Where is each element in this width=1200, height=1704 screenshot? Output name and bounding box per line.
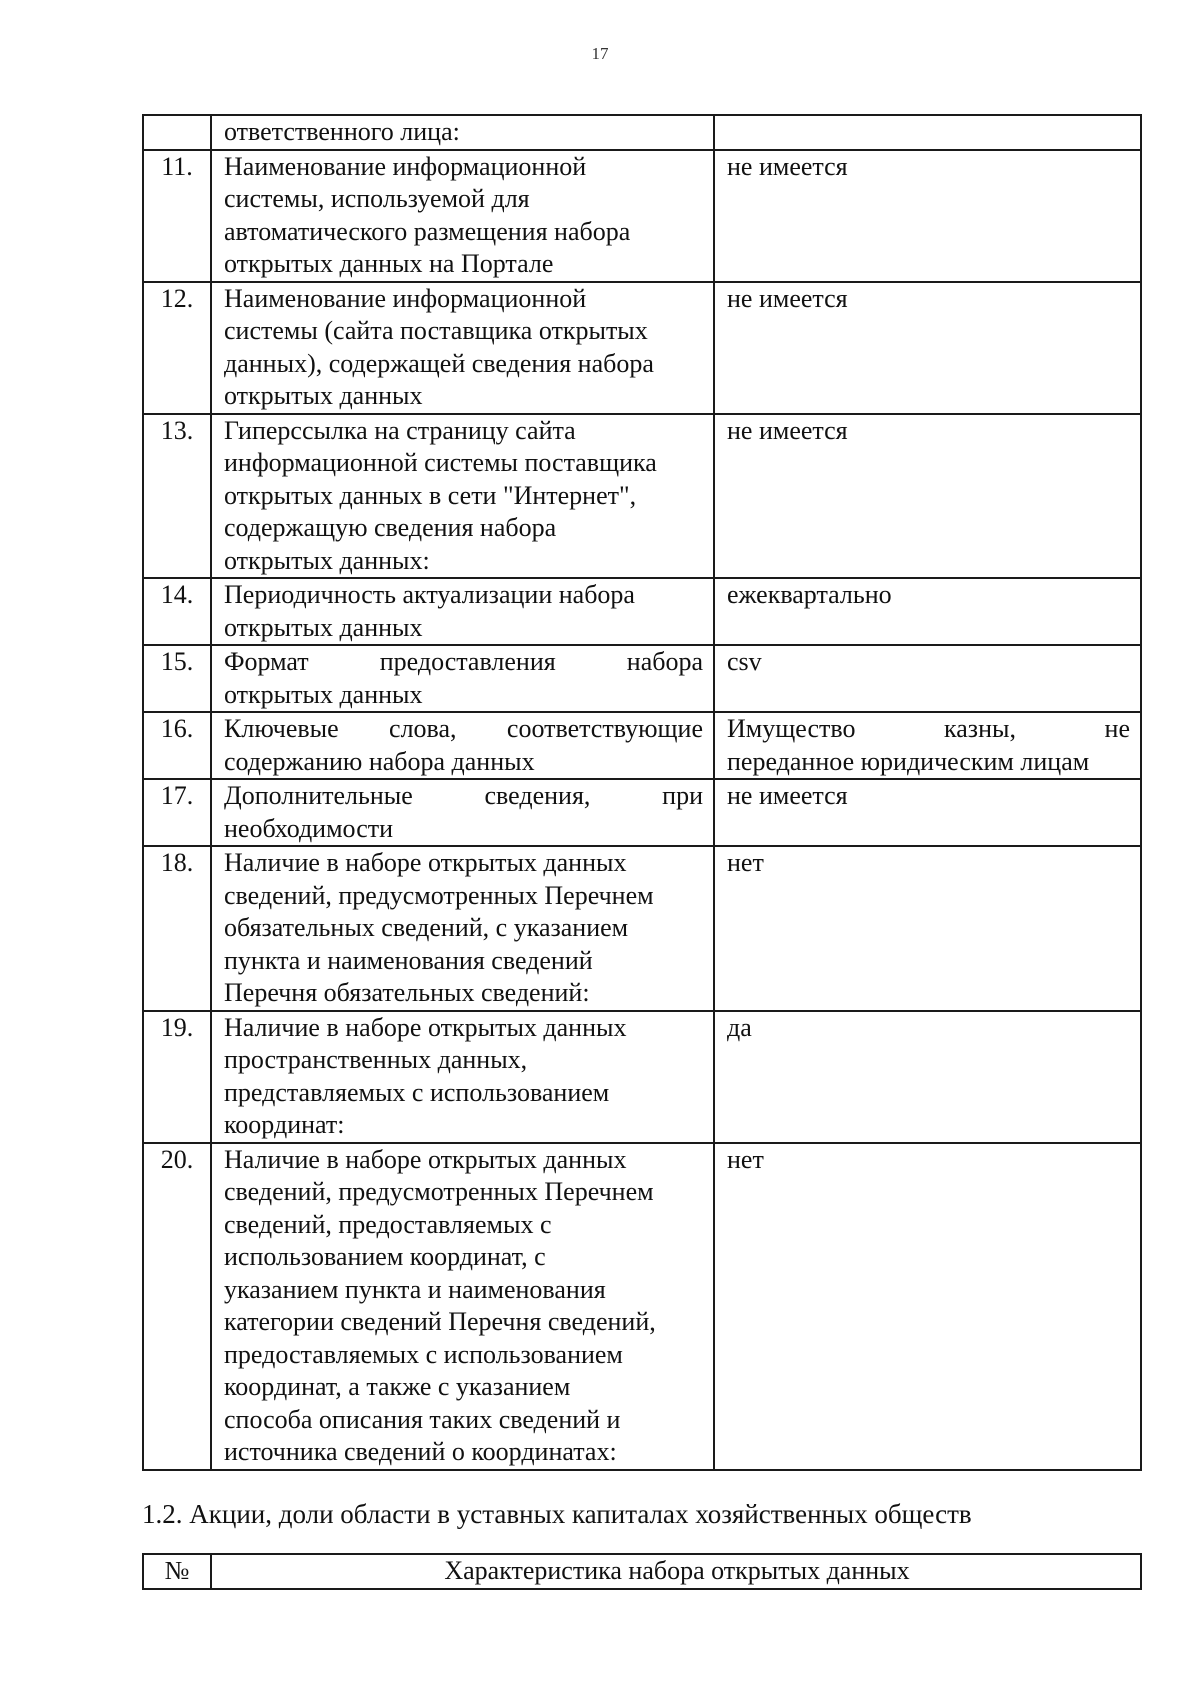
table-row (143, 645, 1141, 712)
value-line: не имеется (727, 283, 848, 313)
row-number-cell: 16. (143, 712, 211, 779)
page-number: 17 (591, 44, 609, 63)
row-value-cell (714, 779, 1141, 846)
value-line: csv (727, 647, 762, 676)
table-row (143, 846, 1141, 1011)
header-number-cell: № (143, 1554, 211, 1589)
description-line: представляемых с использованием (224, 1077, 610, 1107)
description-line: Наименование информационной (224, 151, 587, 181)
description-line: данных), содержащей сведения набора (224, 348, 654, 378)
description-line: Наименование информационной (224, 283, 587, 313)
description-line: сведений, предусмотренных Перечнем (224, 1177, 654, 1206)
description-line: использованием координат, с (224, 1242, 546, 1271)
row-description-cell (211, 150, 714, 282)
table-row (143, 282, 1141, 414)
row-value-cell (714, 282, 1141, 414)
description-line: системы (сайта поставщика открытых (224, 316, 648, 345)
description-line: координат: (224, 1110, 345, 1139)
description-line: Наличие в наборе открытых данных (224, 1144, 627, 1174)
row-description-cell (211, 645, 714, 712)
row-description-cell (211, 779, 714, 846)
table-row (143, 712, 1141, 779)
row-number-cell: 13. (143, 414, 211, 579)
table-row (143, 1143, 1141, 1470)
description-line: пространственных данных, (224, 1045, 528, 1074)
value-line: переданное юридическим лицам (727, 746, 1090, 776)
description-line: предоставляемых с использованием (224, 1339, 623, 1369)
value-line: не имеется (727, 151, 848, 181)
row-value-cell (714, 414, 1141, 579)
header-title-cell: Характеристика набора открытых данных (211, 1554, 1141, 1589)
section-heading: 1.2. Акции, доли области в уставных капиталах хозяйственных обществ (142, 1499, 972, 1529)
value-line: да (727, 1012, 752, 1042)
table-header-row (143, 1554, 1141, 1589)
table-row (143, 779, 1141, 846)
description-line: координат, а также с указанием (224, 1372, 571, 1401)
description-line: содержанию набора данных (224, 746, 535, 776)
row-value-cell (714, 712, 1141, 779)
description-line: категории сведений Перечня сведений, (224, 1307, 656, 1336)
description-line: сведений, предусмотренных Перечнем (224, 880, 654, 910)
table-row (143, 115, 1141, 150)
row-value-cell (714, 846, 1141, 1011)
row-description-cell (211, 1011, 714, 1143)
description-line: Наличие в наборе открытых данных (224, 848, 627, 877)
table-row (143, 578, 1141, 645)
description-line: способа описания таких сведений и (224, 1404, 621, 1434)
description-line: системы, используемой для (224, 184, 530, 213)
row-description-cell (211, 1143, 714, 1470)
row-number-cell (143, 115, 211, 150)
description-line: обязательных сведений, с указанием (224, 913, 629, 942)
row-value-cell (714, 115, 1141, 150)
table-row (143, 1011, 1141, 1143)
description-line: Гиперссылка на страницу сайта (224, 415, 576, 445)
row-number-cell: 12. (143, 282, 211, 414)
row-number-cell: 19. (143, 1011, 211, 1143)
description-line: Перечня обязательных сведений: (224, 978, 590, 1007)
description-line: ответственного лица: (224, 117, 460, 146)
description-line: информационной системы поставщика (224, 448, 657, 477)
table-row (143, 414, 1141, 579)
row-description-cell (211, 578, 714, 645)
value-line: нет (727, 848, 764, 877)
description-line: источника сведений о координатах: (224, 1437, 617, 1466)
row-value-cell (714, 1143, 1141, 1470)
description-line: открытых данных (224, 612, 423, 642)
value-line (727, 116, 1130, 149)
row-value-cell (714, 578, 1141, 645)
description-line: указанием пункта и наименования (224, 1274, 606, 1304)
row-number-cell: 18. (143, 846, 211, 1011)
value-line: нет (727, 1144, 764, 1174)
shares-table-header (142, 1553, 1142, 1590)
description-line: Периодичность актуализации набора (224, 580, 635, 609)
description-line: открытых данных (224, 679, 423, 709)
description-line: открытых данных: (224, 545, 430, 575)
row-description-cell (211, 282, 714, 414)
row-description-cell (211, 414, 714, 579)
row-value-cell (714, 1011, 1141, 1143)
row-description-cell (211, 846, 714, 1011)
table-row (143, 150, 1141, 282)
row-number-cell: 14. (143, 578, 211, 645)
description-line: сведений, предоставляемых с (224, 1209, 552, 1239)
table-body (143, 115, 1141, 1470)
description-line: Наличие в наборе открытых данных (224, 1012, 627, 1042)
open-data-passport-table (142, 114, 1142, 1471)
row-value-cell (714, 150, 1141, 282)
description-line: открытых данных в сети "Интернет", (224, 480, 637, 510)
description-line: Дополнительные сведения, при (224, 781, 703, 810)
row-value-cell (714, 645, 1141, 712)
description-line: необходимости (224, 813, 394, 843)
description-line: содержащую сведения набора (224, 513, 557, 542)
row-description-cell (211, 115, 714, 150)
description-line: Формат предоставления набора (224, 647, 703, 676)
value-line: не имеется (727, 415, 848, 445)
row-number-cell: 17. (143, 779, 211, 846)
description-line: пункта и наименования сведений (224, 945, 593, 975)
row-number-cell: 15. (143, 645, 211, 712)
value-line: ежеквартально (727, 580, 892, 609)
description-line: открытых данных (224, 381, 423, 410)
row-number-cell: 20. (143, 1143, 211, 1470)
value-line: Имущество казны, не (727, 714, 1130, 743)
description-line: автоматического размещения набора (224, 216, 631, 246)
description-line: открытых данных на Портале (224, 249, 554, 278)
description-line: Ключевые слова, соответствующие (224, 714, 703, 743)
value-line: не имеется (727, 781, 848, 810)
row-description-cell (211, 712, 714, 779)
row-number-cell: 11. (143, 150, 211, 282)
